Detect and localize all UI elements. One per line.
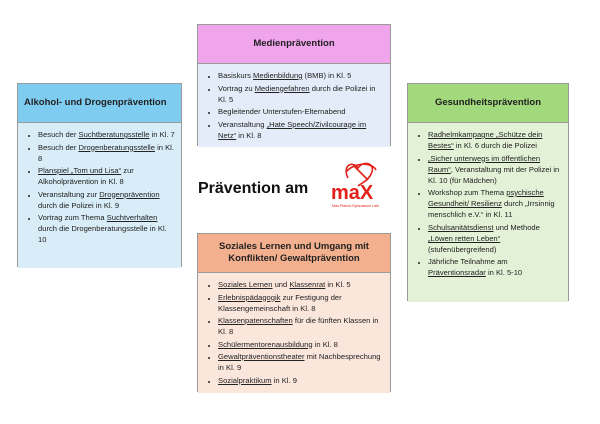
list-item: • Workshop zum Thema psychische Gesundheit/ Resilienz durch „Irrsinnig menschlich e.V.“ in Kl. 11 [428,187,562,220]
list-item: • Besuch der Suchtberatungsstelle in Kl. 7 [38,129,175,140]
list-item: • „Sicher unterwegs im öffentlichen Raum“, Veranstaltung mit der Polizei in Kl. 10 (für Mädchen) [428,153,562,186]
list-item: • Planspiel „Tom und Lisa“ zur Alkoholprävention in Kl. 8 [38,165,175,187]
list-item: • Schülermentorenausbildung in Kl. 8 [218,339,384,350]
list-item: • Vortrag zu Mediengefahren durch die Polizei in Kl. 5 [218,83,384,105]
alkohol-drogenpraevention-title: Alkohol- und Drogenprävention [18,84,181,123]
soziales-lernen-list [204,279,384,386]
max-logo [328,156,386,210]
gesundheitspraevention-list [414,129,562,278]
soziales-lernen-title: Soziales Lernen und Umgang mit Konflikten/ Gewaltprävention [198,234,390,273]
medienpraevention-list [204,70,384,141]
alkohol-drogenpraevention-box [17,83,182,267]
alkohol-drogenpraevention-list [24,129,175,245]
list-item: • Gewaltpräventionstheater mit Nachbesprechung in Kl. 9 [218,351,384,373]
medienpraevention-box [197,24,391,146]
gesundheitspraevention-box [407,83,569,301]
list-item: • Sozialpraktikum in Kl. 9 [218,375,384,386]
logo-text: maX [331,182,374,204]
list-item: • Schulsanitätsdienst und Methode „Löwen retten Leben“ (stufenübergreifend) [428,222,562,255]
logo-subtext: Max-Planck-Gymnasium Lahr [332,204,380,208]
center-title: Prävention am [198,180,309,197]
list-item: • Erlebnispädagogik zur Festigung der Klassengemeinschaft in Kl. 8 [218,292,384,314]
list-item: • Klassenpatenschaften für die fünften Klassen in Kl. 8 [218,315,384,337]
list-item: • Radhelmkampagne „Schütze dein Bestes“ in Kl. 6 durch die Polizei [428,129,562,151]
list-item: • Veranstaltung zur Drogenprävention durch die Polizei in Kl. 9 [38,189,175,211]
list-item: • Besuch der Drogenberatungsstelle in Kl. 8 [38,142,175,164]
gesundheitspraevention-title: Gesundheitsprävention [408,84,568,123]
list-item: • Vortrag zum Thema Suchtverhalten durch die Drogenberatungsstelle in Kl. 10 [38,212,175,245]
medienpraevention-title: Medienprävention [198,25,390,64]
soziales-lernen-box [197,233,391,392]
list-item: • Soziales Lernen und Klassenrat in Kl. 5 [218,279,384,290]
list-item: • Basiskurs Medienbildung (BMB) in Kl. 5 [218,70,384,81]
list-item: • Jährliche Teilnahme am Präventionsradar in Kl. 5-10 [428,256,562,278]
list-item: • Begleitender Unterstufen-Elternabend [218,106,384,117]
list-item: • Veranstaltung „Hate Speech/Zivilcourage im Netz“ in Kl. 8 [218,119,384,141]
